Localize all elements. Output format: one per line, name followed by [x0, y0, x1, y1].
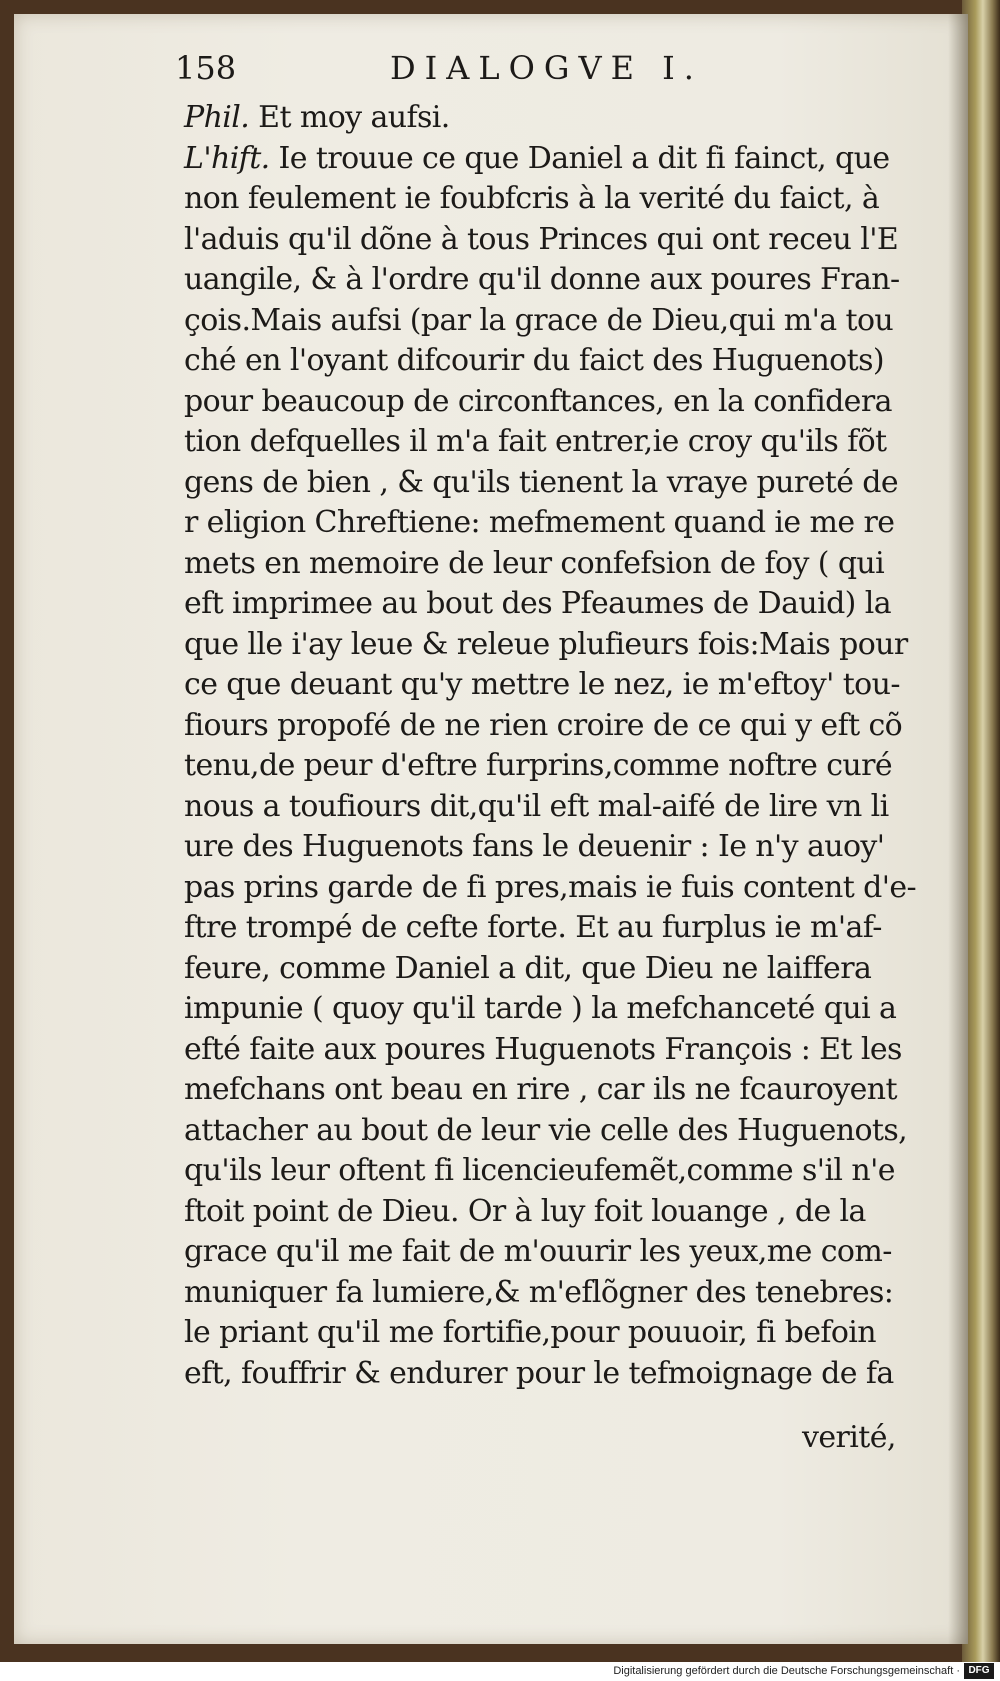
line-text: impunie ( quoy qu'il tarde ) la mefchanceté qui a — [184, 991, 897, 1026]
line-text: ftoit point de Dieu. Or à luy foit louange , de la — [184, 1193, 866, 1229]
line-text: ftre trompé de cefte forte. Et au furplus ie m'af- — [184, 910, 882, 945]
text-line — [184, 989, 896, 1029]
speaker-label: Phil. — [184, 100, 250, 135]
text-line — [184, 1151, 895, 1191]
line-text: çois.Mais aufsi (par la grace de Dieu,qui m'a tou — [184, 302, 894, 338]
text-line — [184, 382, 892, 422]
text-line — [184, 463, 898, 503]
running-title: DIALOGVE I. — [390, 49, 703, 87]
dfg-logo: DFG — [964, 1663, 994, 1679]
line-text: l'aduis qu'il dõne à tous Princes qui ont receu l'E — [184, 221, 899, 257]
line-text: tenu,de peur d'eftre furprins,comme noftre curé — [184, 748, 893, 783]
text-line — [184, 746, 892, 786]
text-line — [184, 98, 450, 138]
text-block — [184, 98, 917, 1458]
page-edge-shadow — [948, 14, 968, 1644]
line-text: muniquer fa lumiere,& m'eflõgner des tenebres: — [184, 1274, 894, 1310]
page-number: 158 — [175, 49, 237, 87]
line-text: Et moy aufsi. — [249, 100, 450, 135]
text-line — [184, 220, 898, 260]
line-text: mets en memoire de leur confefsion de foy ( qui — [184, 545, 885, 581]
text-line — [184, 625, 908, 665]
line-text: attacher au bout de leur vie celle des Huguenots, — [184, 1112, 908, 1148]
line-text: eft imprimee au bout des Pfeaumes de Dauid) la — [184, 586, 891, 621]
text-line — [184, 706, 902, 746]
text-line — [184, 260, 900, 300]
line-text: nous a toufiours dit,qu'il eft mal-aifé de lire vn li — [184, 788, 889, 824]
line-text: grace qu'il me fait de m'ouurir les yeux,me com- — [184, 1234, 892, 1269]
text-line — [184, 949, 871, 989]
text-line — [184, 1354, 894, 1394]
line-text: tion defquelles il m'a fait entrer,ie croy qu'ils fõt — [184, 424, 887, 459]
text-line — [184, 301, 893, 341]
footer — [0, 1662, 1000, 1681]
catchword: verité, — [802, 1420, 896, 1455]
line-text: feure, comme Daniel a dit, que Dieu ne laiffera — [184, 950, 872, 986]
text-line — [184, 341, 884, 381]
text-line — [184, 1070, 897, 1110]
text-line — [184, 179, 879, 219]
line-text: gens de bien , & qu'ils tienent la vraye pureté de — [184, 464, 899, 500]
text-line — [184, 827, 884, 867]
text-line — [184, 787, 889, 827]
footer-credit: Digitalisierung gefördert durch die Deutsche Forschungsgemeinschaft · — [613, 1665, 960, 1677]
line-text: r eligion Chreftiene: mefmement quand ie me re — [184, 505, 895, 540]
line-text: ure des Huguenots fans le deuenir : Ie n'y auoy' — [184, 829, 885, 864]
line-text: Ie trouue ce que Daniel a dit fi fainct, que — [269, 140, 890, 176]
line-text: non feulement ie foubfcris à la verité du faict, à — [184, 181, 880, 216]
line-text: pas prins garde de fi pres,mais ie fuis content d'e- — [184, 869, 917, 905]
text-line — [184, 422, 887, 462]
line-text: uangile, & à l'ordre qu'il donne aux poures Fran- — [184, 262, 900, 297]
text-line — [184, 1273, 893, 1313]
text-line — [184, 908, 882, 948]
speaker-label: L'hift. — [184, 140, 270, 176]
line-text: eft, fouffrir & endurer pour le tefmoignage de fa — [184, 1355, 894, 1391]
line-text: fiours propofé de ne rien croire de ce qui y eft cõ — [184, 707, 903, 743]
line-text: qu'ils leur oftent fi licencieufemẽt,comme s'il n'e — [184, 1153, 895, 1188]
text-line — [184, 584, 891, 624]
text-line — [184, 1232, 892, 1272]
text-line — [184, 1192, 866, 1232]
line-text: mefchans ont beau en rire , car ils ne fcauroyent — [184, 1072, 897, 1107]
text-line — [184, 1030, 902, 1070]
text-line — [184, 1313, 876, 1353]
line-text: pour beaucoup de circonftances, en la confidera — [184, 383, 892, 419]
text-line — [184, 139, 889, 179]
text-line — [184, 1111, 907, 1151]
line-text: ce que deuant qu'y mettre le nez, ie m'eftoy' tou- — [184, 667, 900, 702]
line-text: le priant qu'il me fortifie,pour pouuoir, fi befoin — [184, 1315, 877, 1350]
text-line — [184, 665, 900, 705]
line-text: ché en l'oyant difcourir du faict des Huguenots) — [184, 343, 885, 378]
text-line — [184, 544, 884, 584]
text-line — [184, 503, 894, 543]
line-text: efté faite aux poures Huguenots François : Et les — [184, 1031, 902, 1067]
line-text: que lle i'ay leue & releue plufieurs fois:Mais pour — [184, 626, 908, 662]
text-line — [184, 868, 916, 908]
